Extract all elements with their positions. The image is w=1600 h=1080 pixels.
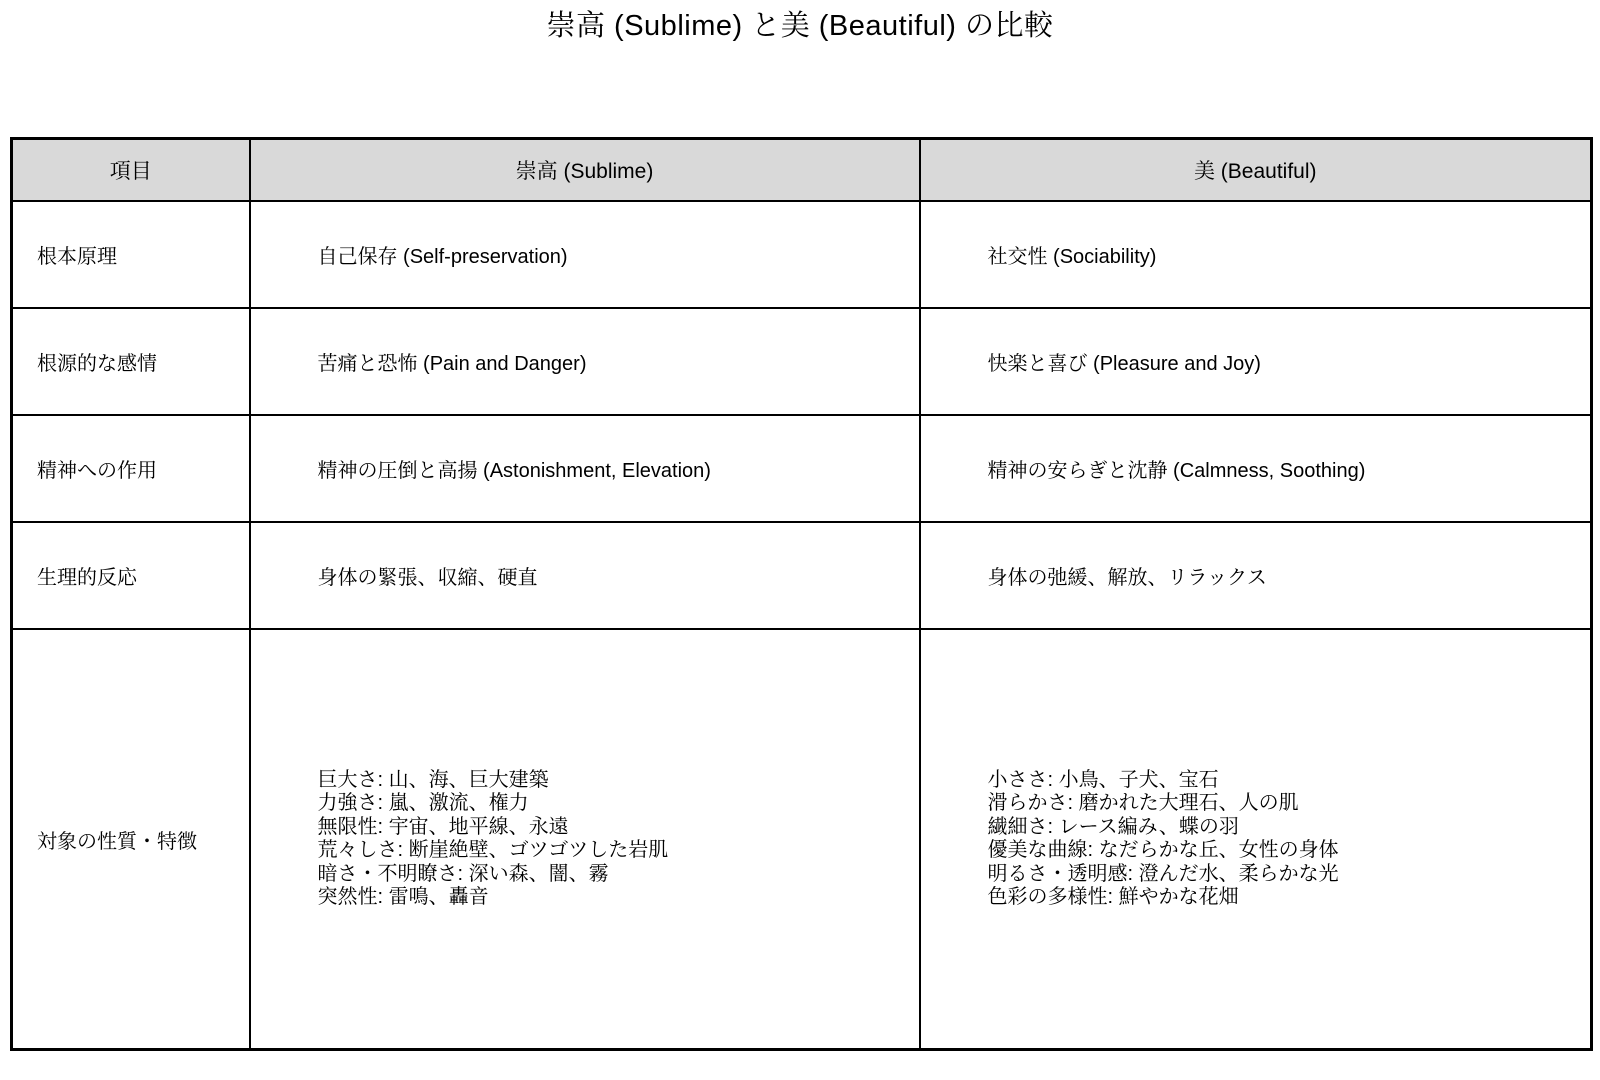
header-sublime: 崇高 (Sublime) bbox=[250, 139, 920, 202]
table-row-mind-effect bbox=[12, 415, 1592, 522]
beautiful-cell: 精神の安らぎと沈静 (Calmness, Soothing) bbox=[920, 415, 1592, 522]
sublime-trait-line: 突然性: 雷鳴、轟音 bbox=[317, 886, 489, 908]
beautiful-trait-line: 小ささ: 小鳥、子犬、宝石 bbox=[987, 768, 1219, 791]
row-label: 対象の性質・特徴 bbox=[12, 629, 250, 1050]
table-row-characteristics bbox=[12, 629, 1592, 1050]
sublime-trait-line: 荒々しさ: 断崖絶壁、ゴツゴツした岩肌 bbox=[317, 839, 669, 861]
beautiful-trait-line: 優美な曲線: なだらかな丘、女性の身体 bbox=[987, 839, 1339, 861]
row-label: 根本原理 bbox=[12, 201, 250, 308]
beautiful-cell: 快楽と喜び (Pleasure and Joy) bbox=[920, 308, 1592, 415]
table-row-principle bbox=[12, 201, 1592, 308]
sublime-cell: 苦痛と恐怖 (Pain and Danger) bbox=[250, 308, 920, 415]
table-row-emotion bbox=[12, 308, 1592, 415]
beautiful-cell: 身体の弛緩、解放、リラックス bbox=[920, 522, 1592, 629]
sublime-cell: 自己保存 (Self-preservation) bbox=[250, 201, 920, 308]
sublime-trait-line: 無限性: 宇宙、地平線、永遠 bbox=[317, 815, 569, 838]
beautiful-trait-line: 色彩の多様性: 鮮やかな花畑 bbox=[987, 886, 1239, 908]
sublime-cell: 身体の緊張、収縮、硬直 bbox=[250, 522, 920, 629]
beautiful-cell bbox=[920, 629, 1592, 1050]
row-label: 生理的反応 bbox=[12, 522, 250, 629]
comparison-table bbox=[10, 137, 1593, 1051]
table-row-physiological bbox=[12, 522, 1592, 629]
beautiful-trait-line: 繊細さ: レース編み、蝶の羽 bbox=[987, 815, 1239, 838]
sublime-cell bbox=[250, 629, 920, 1050]
sublime-trait-line: 暗さ・不明瞭さ: 深い森、闇、霧 bbox=[317, 862, 609, 885]
row-label: 根源的な感情 bbox=[12, 308, 250, 415]
sublime-trait-line: 巨大さ: 山、海、巨大建築 bbox=[317, 768, 549, 791]
header-beautiful: 美 (Beautiful) bbox=[920, 139, 1592, 202]
sublime-trait-line: 力強さ: 嵐、激流、権力 bbox=[317, 792, 529, 814]
page-title: 崇高 (Sublime) と美 (Beautiful) の比較 bbox=[546, 10, 1054, 42]
sublime-cell: 精神の圧倒と高揚 (Astonishment, Elevation) bbox=[250, 415, 920, 522]
beautiful-trait-line: 明るさ・透明感: 澄んだ水、柔らかな光 bbox=[987, 862, 1339, 885]
row-label: 精神への作用 bbox=[12, 415, 250, 522]
beautiful-trait-line: 滑らかさ: 磨かれた大理石、人の肌 bbox=[987, 792, 1299, 814]
table-header-row bbox=[12, 139, 1592, 202]
header-item: 項目 bbox=[12, 139, 250, 202]
beautiful-cell: 社交性 (Sociability) bbox=[920, 201, 1592, 308]
